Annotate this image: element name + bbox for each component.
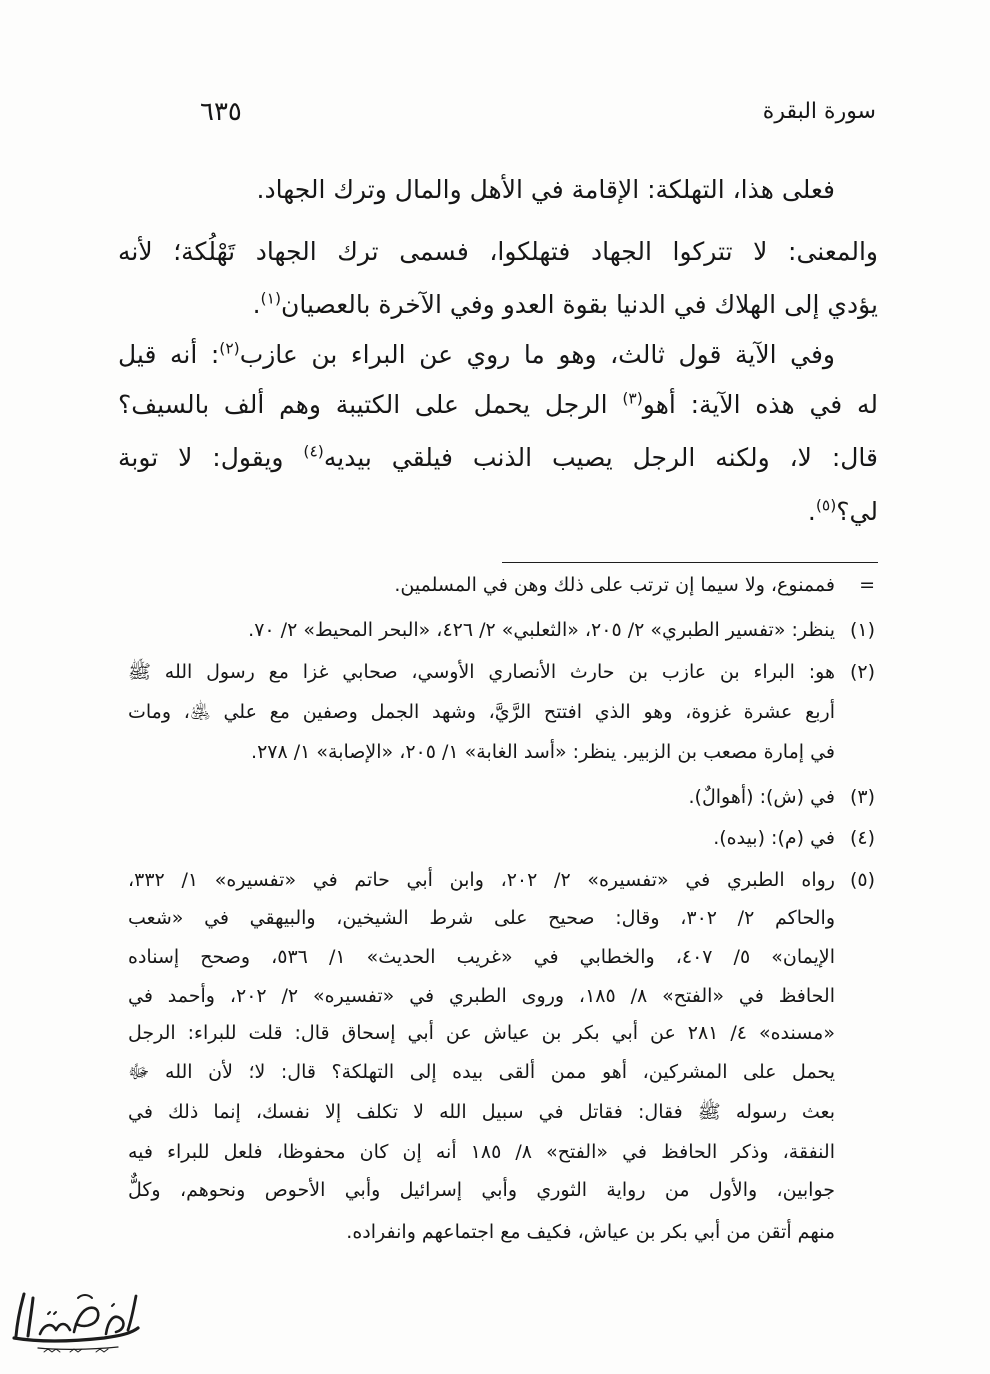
running-header-surah: سورة البقرة [762, 99, 876, 124]
body-line [118, 165, 835, 215]
footnote-separator [502, 562, 878, 563]
footnote-line: يحمل على المشركين، أهو ممن ألقى بيده إلى التهلكة؟ قال: لا؛ لأن الله ﷻ [128, 1061, 835, 1083]
footnote-number: (١) [849, 619, 875, 641]
body-text: قال: لا، ولكنه الرجل يصيب الذنب فيلقي بيديه [323, 443, 878, 472]
footnote-line: في إمارة مصعب بن الزبير. ينظر: «أسد الغابة» ١/ ٢٠٥، «الإصابة» ١/ ٢٧٨. [251, 741, 835, 763]
footnote-ref: (٤) [303, 442, 324, 461]
footnote-line: رواه الطبري في «تفسيره» ٢/ ٢٠٢، وابن أبي حاتم في «تفسيره» ١/ ٣٣٢، [128, 869, 835, 891]
footnote-line: منهم أتقن من أبي بكر بن عياش، فكيف مع اجتماعهم وانفراده. [346, 1221, 835, 1243]
footnote-line: الحافظ في «الفتح» ٨/ ١٨٥، وروى الطبري في «تفسيره» ٢/ ٢٠٢، وأحمد في [128, 985, 835, 1007]
footnote-line: والحاكم ٢/ ٣٠٢، وقال: صحيح على شرط الشيخين، والبيهقي في «شعب [128, 907, 835, 929]
footnote-line: في (م): (بيده). [713, 827, 835, 849]
body-text: فعلى هذا، التهلكة: الإقامة في الأهل والمال وترك الجهاد. [256, 175, 835, 204]
footnote-line: بعث رسوله ﷺ فقال: فقاتل في سبيل الله لا تكلف إلا نفسك، إنما ذلك في [128, 1101, 835, 1123]
body-line [118, 227, 878, 277]
footnote-number: (٤) [849, 827, 875, 849]
body-text: : أنه قيل [118, 340, 220, 369]
footnote-line: ينظر: «تفسير الطبري» ٢/ ٢٠٥، «الثعلبي» ٢/ ٤٢٦، «البحر المحيط» ٢/ ٧٠. [248, 619, 835, 641]
page-number: ٦٣٥ [200, 97, 242, 127]
footnote-line: فممنوع، ولا سيما إن ترتب على ذلك وهن في المسلمين. [394, 574, 835, 596]
footnote-number: (٥) [849, 869, 875, 891]
body-text: ويقول: لا توبة [118, 443, 304, 472]
body-text: يؤدي إلى الهلاك في الدنيا بقوة العدو وفي الآخرة بالعصيان [281, 290, 878, 319]
footnote-number: (٣) [849, 786, 875, 808]
footnote-line: «مسنده» ٤/ ٢٨١ عن أبي بكر بن عياش عن أبي إسحاق قال: قلت للبراء: الرجل [128, 1022, 835, 1044]
body-text: . [252, 290, 261, 319]
footnote-ref: (٥) [815, 496, 837, 515]
continuation-marker: = [859, 574, 875, 596]
footnote-line: النفقة، وذكر الحافظ في «الفتح» ٨/ ١٨٥ أنه إن كان محفوظا، فلعل للبراء فيه [128, 1141, 835, 1163]
footnote-number: (٢) [849, 661, 875, 683]
footnote-ref: (٢) [219, 339, 240, 358]
body-line [118, 433, 878, 483]
body-line [118, 380, 878, 430]
body-text: له في هذه الآية: أهو [642, 390, 878, 419]
footnote-ref: (٣) [622, 389, 643, 408]
footnote-line: الإيمان» ٥/ ٤٠٧، والخطابي في «غريب الحديث» ١/ ٥٣٦، وصحح إسناده [128, 946, 836, 968]
body-line [118, 330, 835, 380]
footnote-line: في (ش): (أهوالٌ). [688, 786, 835, 808]
body-text: لي؟ [836, 497, 878, 526]
body-line [118, 280, 878, 330]
footnote-line: جوابين، والأول من رواية الثوري وأبي إسرائيل وأبي الأحوص ونحوهم، وكلٌّ [128, 1179, 835, 1201]
body-text: . [807, 497, 816, 526]
body-text: وفي الآية قول ثالث، وهو ما روي عن البراء بن عازب [239, 340, 835, 369]
body-text: والمعنى: لا تتركوا الجهاد فتهلكوا، فسمى ترك الجهاد تَهْلُكة؛ لأنه [118, 237, 878, 266]
footnote-line: أربع عشرة غزوة، وهو الذي افتتح الرَّيَّ، وشهد الجمل وصفين مع علي ﵁، ومات [128, 701, 835, 723]
footnote-line: هو: البراء بن عازب بن حارث الأنصاري الأوسي، صحابي غزا مع رسول الله ﷺ [128, 661, 835, 683]
body-line [118, 487, 878, 537]
body-text: الرجل يحمل على الكتيبة وهم ألف بالسيف؟ [118, 390, 623, 419]
footnote-ref: (١) [260, 289, 281, 308]
publisher-logo [8, 1284, 148, 1356]
